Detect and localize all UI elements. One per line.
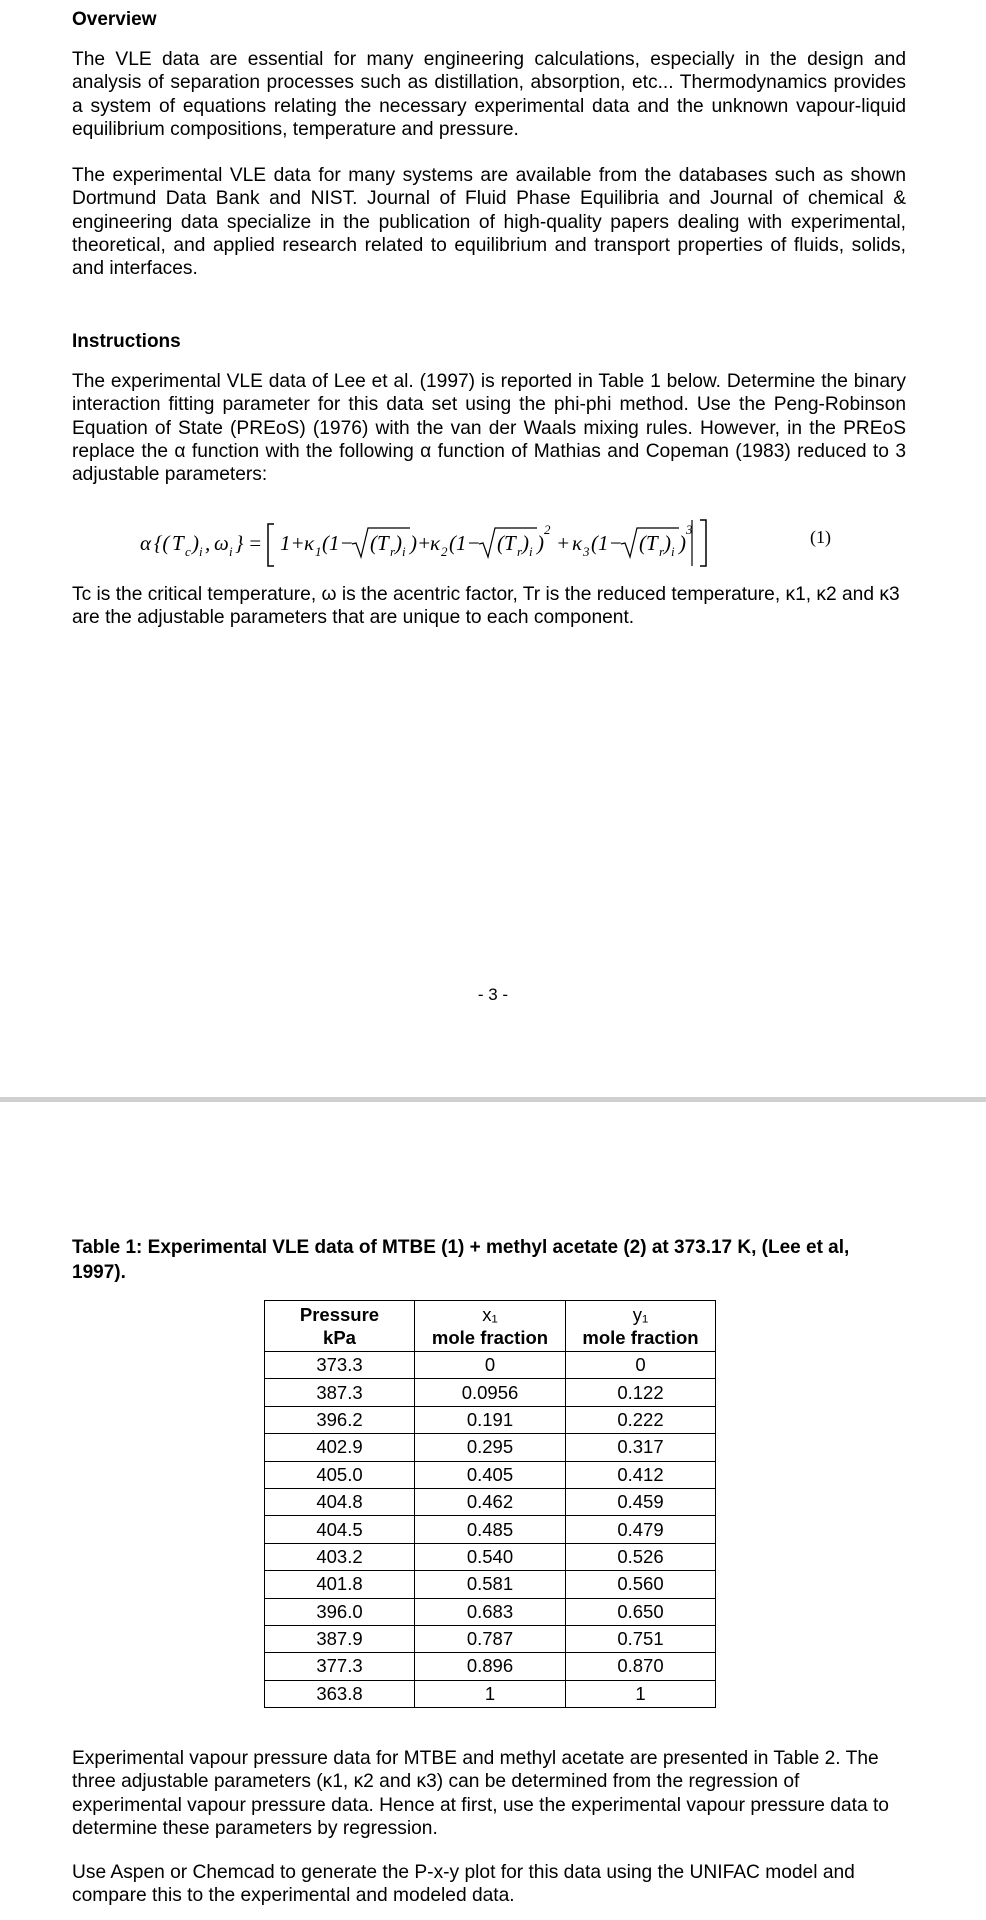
- svg-text:): ): [679, 531, 686, 555]
- svg-text:T: T: [504, 531, 516, 555]
- y1-cell: 0.650: [566, 1598, 716, 1625]
- svg-text:}: }: [235, 531, 244, 555]
- svg-text:): ): [537, 531, 544, 555]
- header-y1: y₁ mole fraction: [566, 1301, 716, 1352]
- svg-text:ω: ω: [214, 531, 229, 555]
- svg-text:(1−: (1−: [322, 531, 354, 555]
- svg-text:(: (: [639, 531, 646, 555]
- pressure-cell: 387.9: [265, 1625, 415, 1652]
- table-1-caption: Table 1: Experimental VLE data of MTBE (1) + methyl acetate (2) at 373.17 K, (Lee et al, 1997).: [72, 1237, 850, 1283]
- equation-number: (1): [810, 527, 831, 547]
- svg-text:2: 2: [441, 544, 448, 559]
- pressure-cell: 363.8: [265, 1680, 415, 1707]
- alpha-function-equation: [140, 510, 840, 572]
- x1-cell: 0.787: [415, 1625, 566, 1652]
- svg-text:i: i: [402, 544, 406, 559]
- y1-cell: 0.751: [566, 1625, 716, 1652]
- pressure-cell: 402.9: [265, 1434, 415, 1461]
- table-row: [265, 1680, 716, 1707]
- svg-text:): ): [664, 531, 671, 555]
- pressure-cell: 396.2: [265, 1406, 415, 1433]
- instructions-paragraph-2: Tc is the critical temperature, ω is the acentric factor, Tr is the reduced temperature, κ1, κ2 and κ3 are the adjustable parameters that are unique to each component.: [72, 584, 900, 629]
- y1-cell: 0.317: [566, 1434, 716, 1461]
- x1-cell: 0.191: [415, 1406, 566, 1433]
- table-header-row: [265, 1301, 716, 1352]
- y1-cell: 0.526: [566, 1543, 716, 1570]
- svg-text:1+: 1+: [280, 531, 305, 555]
- pressure-cell: 387.3: [265, 1379, 415, 1406]
- y1-cell: 0: [566, 1352, 716, 1379]
- svg-text:c: c: [185, 544, 191, 559]
- svg-text:r: r: [390, 544, 396, 559]
- svg-text:+: +: [556, 531, 571, 555]
- x1-cell: 0.540: [415, 1543, 566, 1570]
- svg-text:T: T: [172, 531, 184, 555]
- svg-text:(: (: [497, 531, 504, 555]
- x1-cell: 0.485: [415, 1516, 566, 1543]
- x1-cell: 0.462: [415, 1488, 566, 1515]
- svg-text:r: r: [517, 544, 523, 559]
- svg-text:α: α: [140, 531, 152, 555]
- y1-cell: 0.560: [566, 1571, 716, 1598]
- header-pressure: Pressure kPa: [265, 1301, 415, 1352]
- x1-cell: 0.581: [415, 1571, 566, 1598]
- svg-text:3: 3: [583, 544, 590, 559]
- pressure-cell: 373.3: [265, 1352, 415, 1379]
- svg-text:3: 3: [686, 522, 693, 537]
- svg-text:κ: κ: [304, 531, 315, 555]
- svg-text:): ): [395, 531, 402, 555]
- svg-text:): ): [522, 531, 529, 555]
- x1-cell: 0.405: [415, 1461, 566, 1488]
- svg-text:{(: {(: [154, 531, 170, 555]
- svg-text:2: 2: [544, 522, 551, 537]
- table-row: [265, 1488, 716, 1515]
- overview-section: [72, 8, 906, 32]
- x1-cell: 0.683: [415, 1598, 566, 1625]
- table-row: [265, 1543, 716, 1570]
- table-row: [265, 1571, 716, 1598]
- y1-cell: 0.222: [566, 1406, 716, 1433]
- instructions-section: [72, 330, 906, 354]
- table-row: [265, 1516, 716, 1543]
- table-row: [265, 1406, 716, 1433]
- svg-text:,: ,: [205, 531, 211, 555]
- table-row: [265, 1653, 716, 1680]
- pressure-cell: 403.2: [265, 1543, 415, 1570]
- closing-paragraph-2: Use Aspen or Chemcad to generate the P-x-y plot for this data using the UNIFAC model and compare this to the experimental and modeled data.: [72, 1862, 855, 1907]
- pressure-cell: 404.5: [265, 1516, 415, 1543]
- pressure-cell: 405.0: [265, 1461, 415, 1488]
- svg-text:(1−: (1−: [591, 531, 623, 555]
- header-x1: x₁ mole fraction: [415, 1301, 566, 1352]
- svg-text:): ): [192, 531, 199, 555]
- svg-text:κ: κ: [572, 531, 583, 555]
- instructions-heading: Instructions: [72, 331, 181, 352]
- svg-text:)+: )+: [410, 531, 432, 555]
- svg-text:(: (: [370, 531, 377, 555]
- svg-text:r: r: [659, 544, 665, 559]
- y1-cell: 0.870: [566, 1653, 716, 1680]
- svg-text:i: i: [199, 544, 203, 559]
- table-body: [265, 1352, 716, 1708]
- svg-text:T: T: [646, 531, 658, 555]
- y1-cell: 1: [566, 1680, 716, 1707]
- y1-cell: 0.479: [566, 1516, 716, 1543]
- y1-cell: 0.459: [566, 1488, 716, 1515]
- x1-cell: 0.896: [415, 1653, 566, 1680]
- vle-data-table: [264, 1300, 716, 1708]
- overview-paragraph-2: The experimental VLE data for many systems are available from the databases such as shown Dortmund Data Bank and NIST. Journal of Fluid Phase Equilibria and Journal of chemical & engineering data specialize in the publication of high-quality papers dealing with experimental, theoretical, and applied research related to equilibrium and transport properties of fluids, solids, and interfaces.: [72, 165, 906, 280]
- y1-cell: 0.122: [566, 1379, 716, 1406]
- svg-text:i: i: [671, 544, 675, 559]
- table-row: [265, 1461, 716, 1488]
- closing-paragraph-1: Experimental vapour pressure data for MTBE and methyl acetate are presented in Table 2. The three adjustable parameters (κ1, κ2 and κ3) can be determined from the regression of experimental vapour pressure data. Hence at first, use the experimental vapour pressure data to determine these parameters by regression.: [72, 1748, 889, 1839]
- table-row: [265, 1434, 716, 1461]
- table-row: [265, 1625, 716, 1652]
- table-row: [265, 1352, 716, 1379]
- x1-cell: 0.295: [415, 1434, 566, 1461]
- table-row: [265, 1598, 716, 1625]
- x1-cell: 0: [415, 1352, 566, 1379]
- pressure-cell: 396.0: [265, 1598, 415, 1625]
- svg-text:i: i: [229, 544, 233, 559]
- overview-paragraph-1: The VLE data are essential for many engineering calculations, especially in the design and analysis of separation processes such as distillation, absorption, etc... Thermodynamics provides a system of equations relating the necessary experimental data and the unknown vapour-liquid equilibrium compositions, temperature and pressure.: [72, 49, 906, 140]
- x1-cell: 0.0956: [415, 1379, 566, 1406]
- svg-text:κ: κ: [430, 531, 441, 555]
- instructions-paragraph-1: The experimental VLE data of Lee et al. (1997) is reported in Table 1 below. Determine the binary interaction fitting parameter for this data set using the phi-phi method. Use the Peng-Robinson Equation of State (PREoS) (1976) with the van der Waals mixing rules. However, in the PREoS replace the α function with the following α function of Mathias and Copeman (1983) reduced to 3 adjustable parameters:: [72, 371, 906, 486]
- svg-text:=: =: [248, 531, 263, 555]
- svg-text:i: i: [529, 544, 533, 559]
- pressure-cell: 404.8: [265, 1488, 415, 1515]
- page-number: - 3 -: [477, 985, 509, 1004]
- y1-cell: 0.412: [566, 1461, 716, 1488]
- x1-cell: 1: [415, 1680, 566, 1707]
- overview-heading: Overview: [72, 9, 157, 30]
- pressure-cell: 377.3: [265, 1653, 415, 1680]
- svg-text:T: T: [377, 531, 389, 555]
- table-row: [265, 1379, 716, 1406]
- svg-text:(1−: (1−: [449, 531, 481, 555]
- pressure-cell: 401.8: [265, 1571, 415, 1598]
- svg-text:1: 1: [315, 544, 322, 559]
- page-separator: [0, 1097, 986, 1102]
